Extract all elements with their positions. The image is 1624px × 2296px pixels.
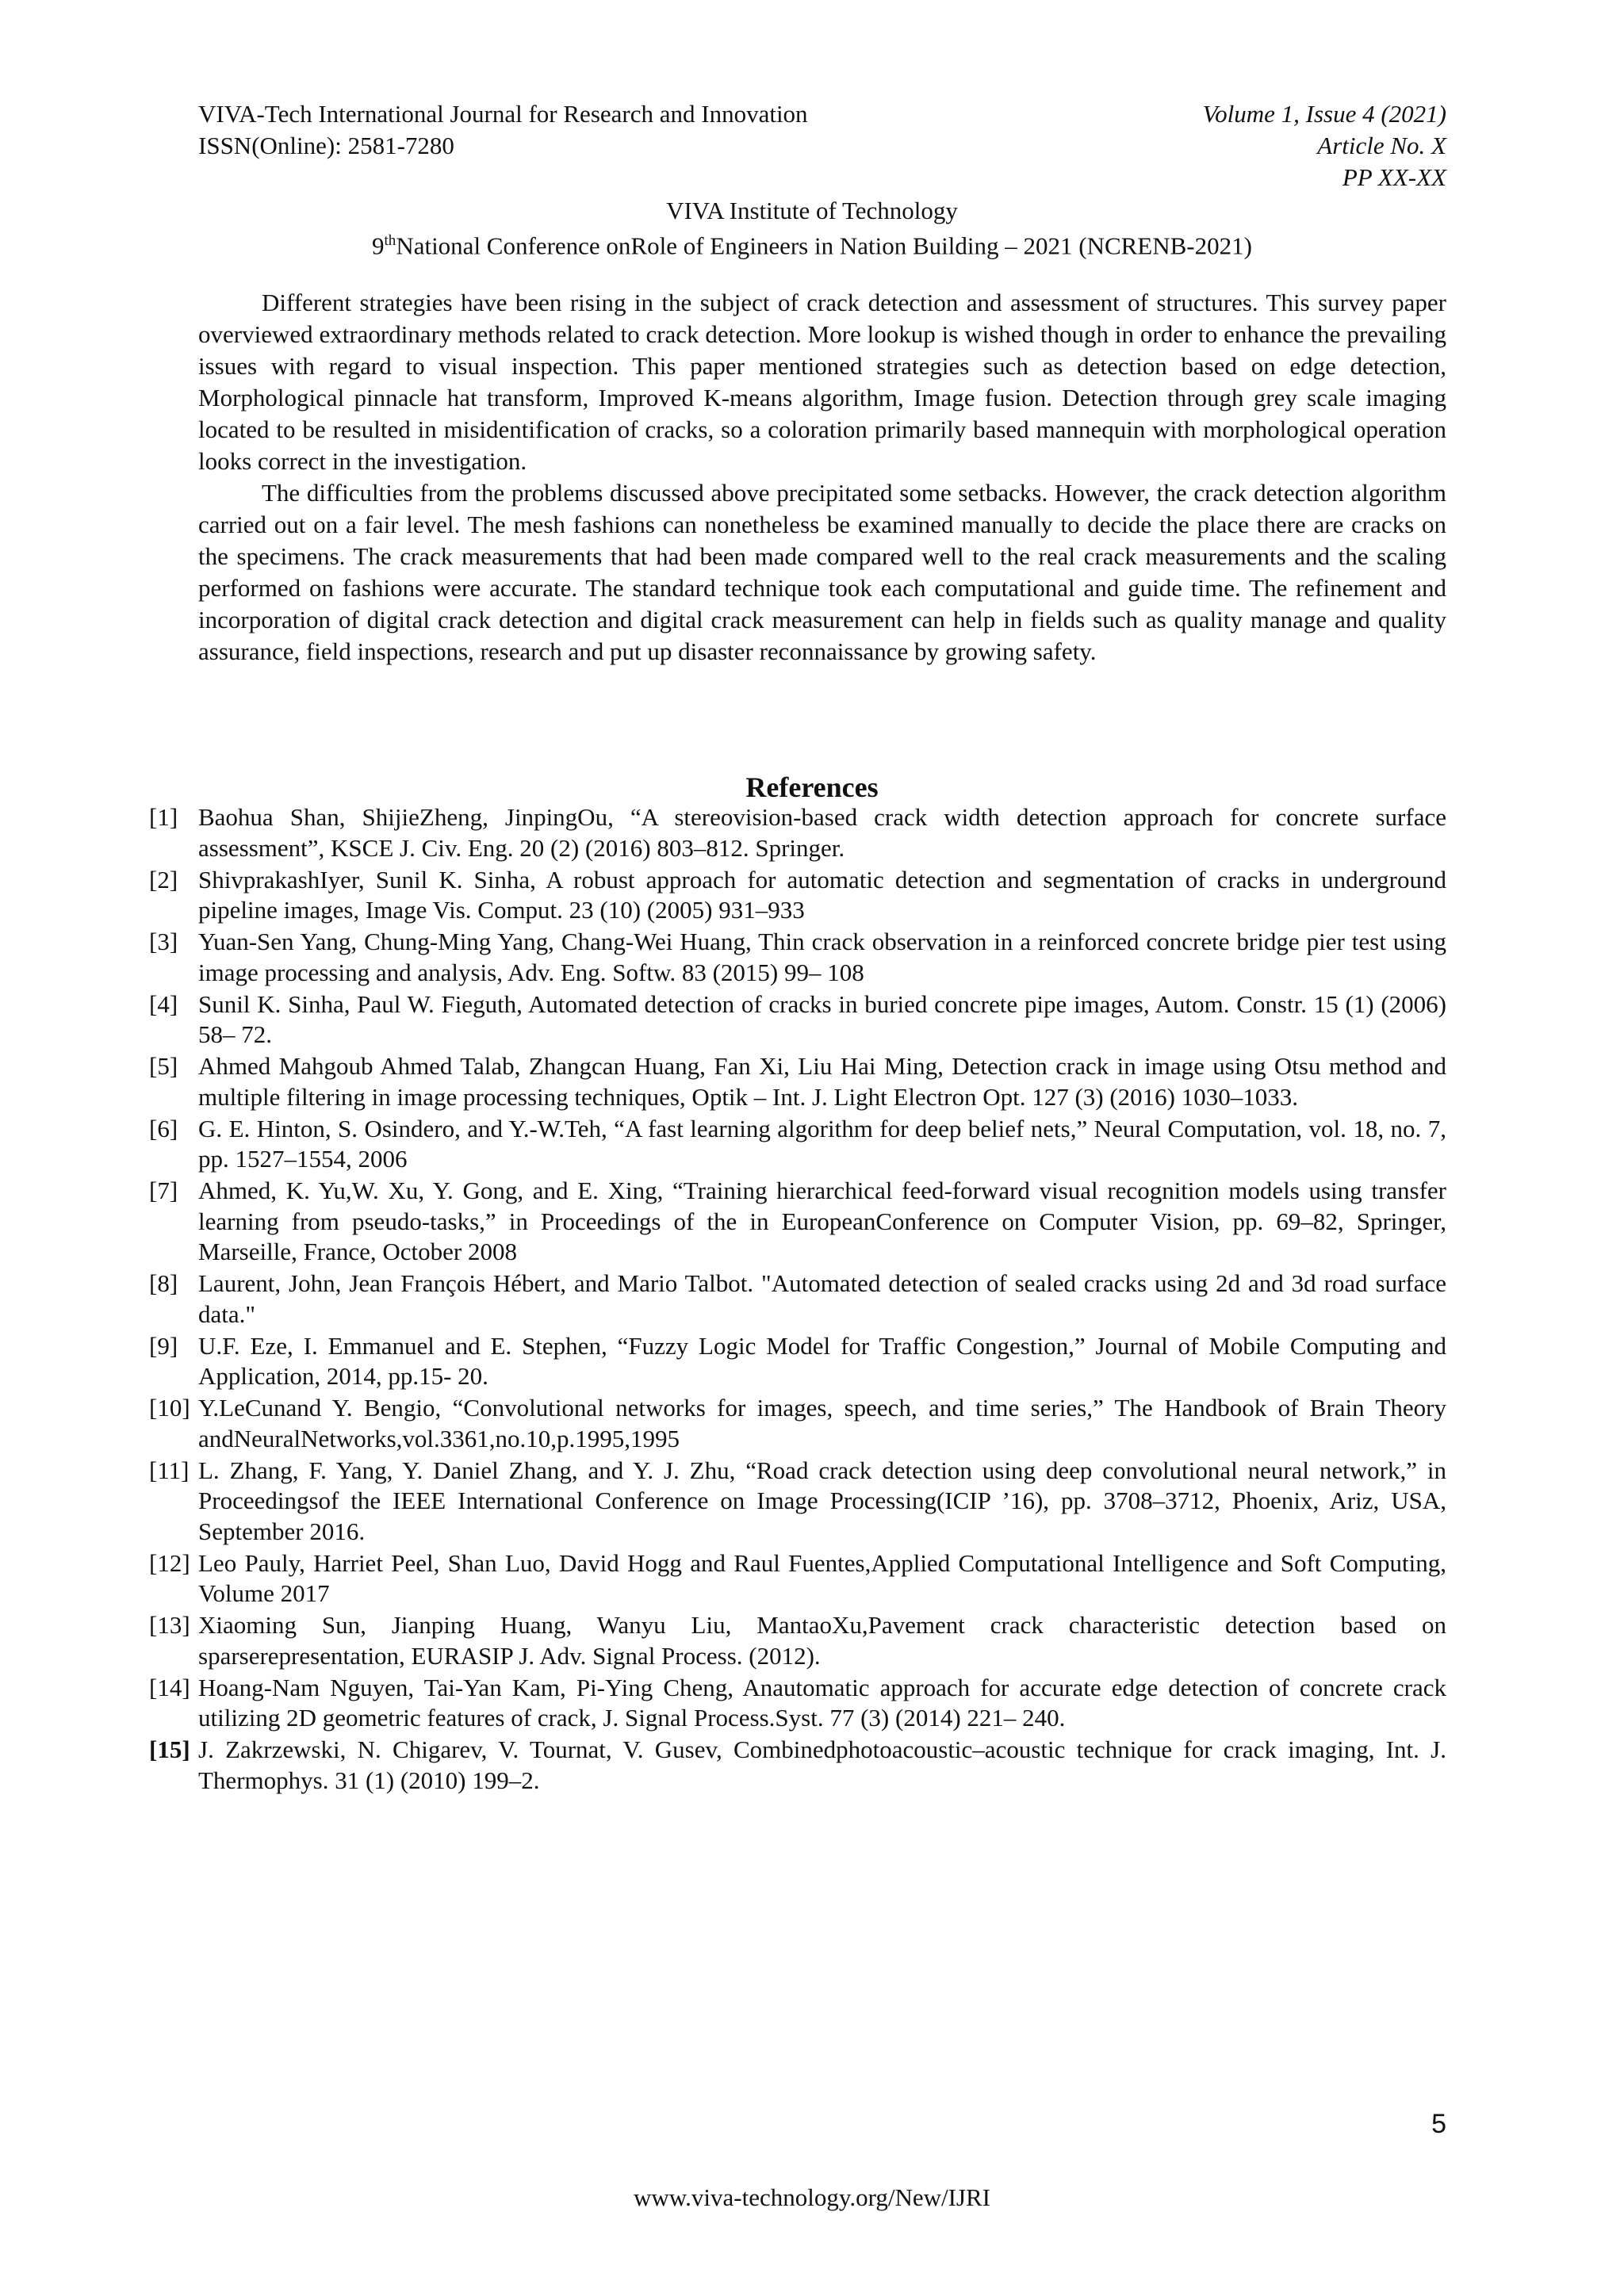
page-number: 5 — [1431, 2109, 1446, 2139]
reference-item — [149, 1269, 1446, 1330]
reference-number: [11] — [149, 1456, 190, 1484]
reference-number: [5] — [149, 1052, 178, 1080]
reference-text: Xiaoming Sun, Jianping Huang, Wanyu Liu, MantaoXu,Pavement crack characteristic detection based on sparserepresentation, EURASIP J. Adv. Signal Process. (2012). — [198, 1611, 1446, 1670]
volume-issue: Volume 1, Issue 4 (2021) — [1202, 100, 1446, 128]
reference-item — [149, 865, 1446, 926]
reference-item — [149, 802, 1446, 863]
conference-title: National Conference onRole of Engineers in Nation Building – 2021 (NCRENB-2021) — [396, 232, 1252, 260]
body-text — [198, 287, 1446, 668]
reference-number: [14] — [149, 1673, 190, 1701]
reference-item — [149, 1735, 1446, 1796]
reference-item — [149, 927, 1446, 988]
reference-item — [149, 1114, 1446, 1175]
reference-number: [13] — [149, 1611, 190, 1639]
reference-number: [6] — [149, 1114, 178, 1142]
reference-item — [149, 989, 1446, 1050]
conference-name — [0, 225, 1624, 262]
reference-item — [149, 1456, 1446, 1548]
reference-item — [149, 1331, 1446, 1392]
reference-item — [149, 1673, 1446, 1734]
reference-text: Hoang-Nam Nguyen, Tai-Yan Kam, Pi-Ying Cheng, Anautomatic approach for accurate edge detection of concrete crack utilizing 2D geometric features of crack, J. Signal Process.Syst. 77 (3) (2014) 221– 240. — [198, 1673, 1446, 1732]
reference-text: Leo Pauly, Harriet Peel, Shan Luo, David Hogg and Raul Fuentes,Applied Computational Intelligence and Soft Computing, Volume 2017 — [198, 1548, 1446, 1607]
reference-text: Yuan-Sen Yang, Chung-Ming Yang, Chang-Wei Huang, Thin crack observation in a reinforced concrete bridge pier test using image processing and analysis, Adv. Eng. Softw. 83 (2015) 99– 108 — [198, 928, 1446, 986]
reference-item — [149, 1176, 1446, 1268]
conference-ordinal-suffix: th — [384, 232, 396, 249]
issn: ISSN(Online): 2581-7280 — [198, 132, 454, 159]
reference-text: J. Zakrzewski, N. Chigarev, V. Tournat, V. Gusev, Combinedphotoacoustic–acoustic technique for crack imaging, Int. J. Thermophys. 31 (1) (2010) 199–2. — [198, 1735, 1446, 1794]
reference-text: U.F. Eze, I. Emmanuel and E. Stephen, “Fuzzy Logic Model for Traffic Congestion,” Journal of Mobile Computing and Application, 2014, pp.15- 20. — [198, 1331, 1446, 1390]
reference-number: [7] — [149, 1177, 178, 1204]
reference-item — [149, 1548, 1446, 1609]
reference-number: [2] — [149, 865, 178, 894]
reference-number: [9] — [149, 1331, 178, 1360]
reference-number: [12] — [149, 1548, 190, 1577]
article-number: Article No. X — [1317, 132, 1446, 159]
reference-text: Laurent, John, Jean François Hébert, and Mario Talbot. "Automated detection of sealed cracks using 2d and 3d road surface data." — [198, 1269, 1446, 1328]
reference-text: Y.LeCunand Y. Bengio, “Convolutional networks for images, speech, and time series,” The Handbook of Brain Theory andNeuralNetworks,vol.3361,no.10,p.1995,1995 — [198, 1394, 1446, 1452]
reference-item — [149, 1610, 1446, 1671]
reference-text: Ahmed Mahgoub Ahmed Talab, Zhangcan Huang, Fan Xi, Liu Hai Ming, Detection crack in image using Otsu method and multiple filtering in image processing techniques, Optik – Int. J. Light Electron Opt. 127 (3) (2016) 1030–1033. — [198, 1052, 1446, 1111]
reference-number: [3] — [149, 928, 178, 955]
reference-text: Ahmed, K. Yu,W. Xu, Y. Gong, and E. Xing, “Training hierarchical feed-forward visual recognition models using transfer learning from pseudo-tasks,” in Proceedings of the in EuropeanConference on Computer Vision, pp. 69–82, Springer, Marseille, France, October 2008 — [198, 1177, 1446, 1265]
reference-item — [149, 1051, 1446, 1112]
references-heading: References — [745, 771, 879, 803]
reference-number: [10] — [149, 1394, 190, 1422]
reference-item — [149, 1393, 1446, 1454]
footer-url: www.viva-technology.org/New/IJRI — [634, 2183, 990, 2211]
reference-text: L. Zhang, F. Yang, Y. Daniel Zhang, and Y. J. Zhu, “Road crack detection using deep convolutional neural network,” in Proceedingsof the IEEE International Conference on Image Processing(ICIP ’16), pp. 3708–3712, Phoenix, Ariz, USA, September 2016. — [198, 1456, 1446, 1545]
conference-ordinal: 9 — [372, 232, 385, 260]
reference-text: Sunil K. Sinha, Paul W. Fieguth, Automated detection of cracks in buried concrete pipe images, Autom. Constr. 15 (1) (2006) 58– 72. — [198, 989, 1446, 1048]
reference-number: [8] — [149, 1269, 178, 1297]
reference-text: Baohua Shan, ShijieZheng, JinpingOu, “A stereovision-based crack width detection approach for concrete surface assessment”, KSCE J. Civ. Eng. 20 (2) (2016) 803–812. Springer. — [198, 803, 1446, 862]
reference-number: [4] — [149, 989, 178, 1018]
reference-text: ShivprakashIyer, Sunil K. Sinha, A robust approach for automatic detection and segmentation of cracks in underground pipeline images, Image Vis. Comput. 23 (10) (2005) 931–933 — [198, 865, 1446, 924]
paragraph: Different strategies have been rising in the subject of crack detection and assessment of structures. This survey paper overviewed extraordinary methods related to crack detection. More lookup is wished though in order to enhance the prevailing issues with regard to visual inspection. This paper mentioned strategies such as detection based on edge detection, Morphological pinnacle hat transform, Improved K-means algorithm, Image fusion. Detection through grey scale imaging located to be resulted in misidentification of cracks, so a coloration primarily based mannequin with morphological operation looks correct in the investigation. — [198, 289, 1446, 475]
institute-name: VIVA Institute of Technology — [666, 197, 958, 224]
journal-title: VIVA-Tech International Journal for Research and Innovation — [198, 100, 808, 128]
reference-text: G. E. Hinton, S. Osindero, and Y.-W.Teh, “A fast learning algorithm for deep belief nets,” Neural Computation, vol. 18, no. 7, pp. 1527–1554, 2006 — [198, 1114, 1446, 1173]
page-range: PP XX-XX — [1342, 163, 1446, 191]
reference-list — [149, 802, 1446, 1797]
paragraph: The difficulties from the problems discussed above precipitated some setbacks. However, the crack detection algorithm carried out on a fair level. The mesh fashions can nonetheless be examined manually to decide the place there are cracks on the specimens. The crack measurements that had been made compared well to the real crack measurements and the scaling performed on fashions were accurate. The standard technique took each computational and guide time. The refinement and incorporation of digital crack detection and digital crack measurement can help in fields such as quality manage and quality assurance, field inspections, research and put up disaster reconnaissance by growing safety. — [198, 479, 1446, 665]
reference-number: [1] — [149, 803, 178, 831]
reference-number: [15] — [149, 1735, 190, 1763]
